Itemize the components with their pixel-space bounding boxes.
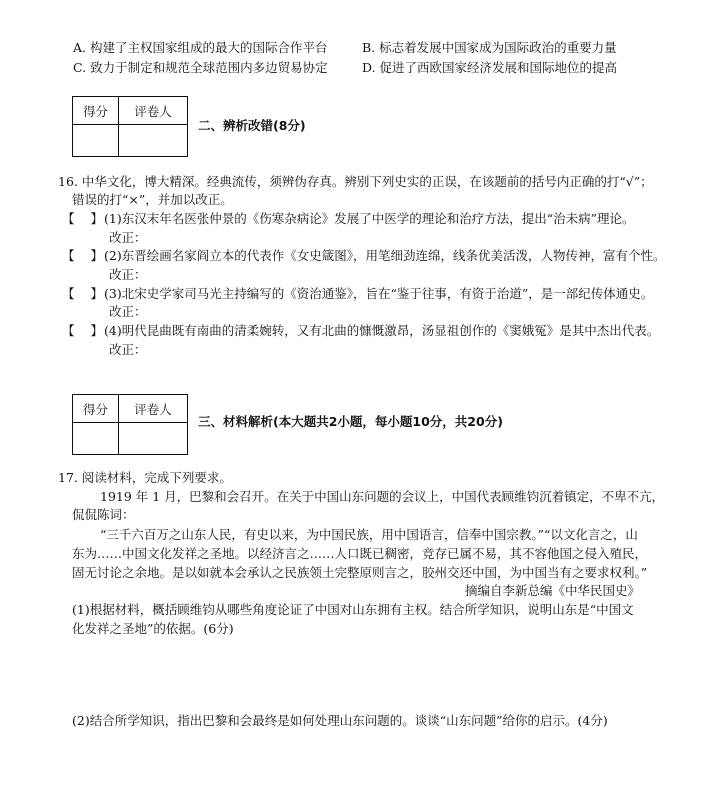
score-label: 得分	[73, 97, 119, 125]
q17-1-line2: 化发祥之圣地”的依据。(6分)	[72, 621, 234, 636]
q17-2: (2)结合所学知识，指出巴黎和会最终是如何处理山东问题的。谈谈“山东问题”给你的启示。(4分)	[72, 713, 608, 728]
q16-item-3: (3)北宋史学家司马光主持编写的《资治通鉴》，旨在“鉴于往事，有资于治道”，是一部纪传体通史。	[104, 286, 654, 301]
option-a: A. 构建了主权国家组成的最大的国际合作平台	[73, 40, 328, 55]
score-cell[interactable]	[73, 125, 119, 157]
score-box-section2	[72, 96, 188, 157]
material-line2: 侃侃陈词：	[72, 507, 135, 522]
grader-label: 评卷人	[119, 395, 188, 423]
section2-title: 二、辨析改错(8分)	[198, 118, 306, 133]
q16-intro-line2: 错误的打“×”，并加以改正。	[72, 192, 233, 207]
quote-line3: 固无讨论之余地。是以如就本会承认之民族领土完整原则言之，胶州交还中国，为中国当有之要求权利。”	[72, 565, 648, 580]
section3-title: 三、材料解析(本大题共2小题，每小题10分，共20分)	[198, 414, 503, 429]
answer-bracket-1[interactable]: 【 】	[62, 211, 104, 226]
grader-label: 评卷人	[119, 97, 188, 125]
answer-bracket-4[interactable]: 【 】	[62, 323, 104, 338]
q16-item-2: (2)东晋绘画名家阎立本的代表作《女史箴图》，用笔细劲连绵，线条优美活泼，人物传神，富有个性。	[104, 248, 666, 263]
correction-label-1: 改正：	[109, 230, 147, 245]
quote-line1: “三千六百万之山东人民，有史以来，为中国民族，用中国语言，信奉中国宗教。”“以文化言之，山	[100, 527, 638, 542]
option-c: C. 致力于制定和规范全球范围内多边贸易协定	[73, 60, 328, 75]
q16-item-4: (4)明代昆曲既有南曲的清柔婉转，又有北曲的慷慨激昂，汤显祖创作的《窦娥冤》是其中杰出代表。	[104, 323, 660, 338]
material-source: 摘编自李新总编《中华民国史》	[465, 583, 641, 598]
q17-1-line1: (1)根据材料，概括顾维钧从哪些角度论证了中国对山东拥有主权。结合所学知识，说明山东是“中国文	[72, 602, 634, 617]
quote-line2: 东为……中国文化发祥之圣地。以经济言之……人口既已稠密，竞存已属不易，其不容他国之侵入殖民，	[72, 546, 648, 561]
grader-cell[interactable]	[119, 125, 188, 157]
correction-label-3: 改正：	[109, 304, 147, 319]
option-b: B. 标志着发展中国家成为国际政治的重要力量	[362, 40, 617, 55]
grader-cell[interactable]	[119, 423, 188, 455]
score-box-section3	[72, 394, 188, 455]
answer-bracket-2[interactable]: 【 】	[62, 248, 104, 263]
q16-intro-line1: 16. 中华文化，博大精深。经典流传，须辨伪存真。辨别下列史实的正误，在该题前的括号内正确的打“√”；	[58, 174, 653, 189]
correction-label-4: 改正：	[109, 342, 147, 357]
correction-label-2: 改正：	[109, 267, 147, 282]
q17-intro: 17. 阅读材料，完成下列要求。	[58, 470, 232, 485]
material-line1: 1919 年 1 月，巴黎和会召开。在关于中国山东问题的会议上，中国代表顾维钧沉着镇定，不卑不亢，	[100, 489, 665, 504]
q16-item-1: (1)东汉末年名医张仲景的《伤寒杂病论》发展了中医学的理论和治疗方法，提出“治未病”理论。	[104, 211, 635, 226]
score-cell[interactable]	[73, 423, 119, 455]
score-label: 得分	[73, 395, 119, 423]
option-d: D. 促进了西欧国家经济发展和国际地位的提高	[362, 60, 618, 75]
answer-bracket-3[interactable]: 【 】	[62, 286, 104, 301]
